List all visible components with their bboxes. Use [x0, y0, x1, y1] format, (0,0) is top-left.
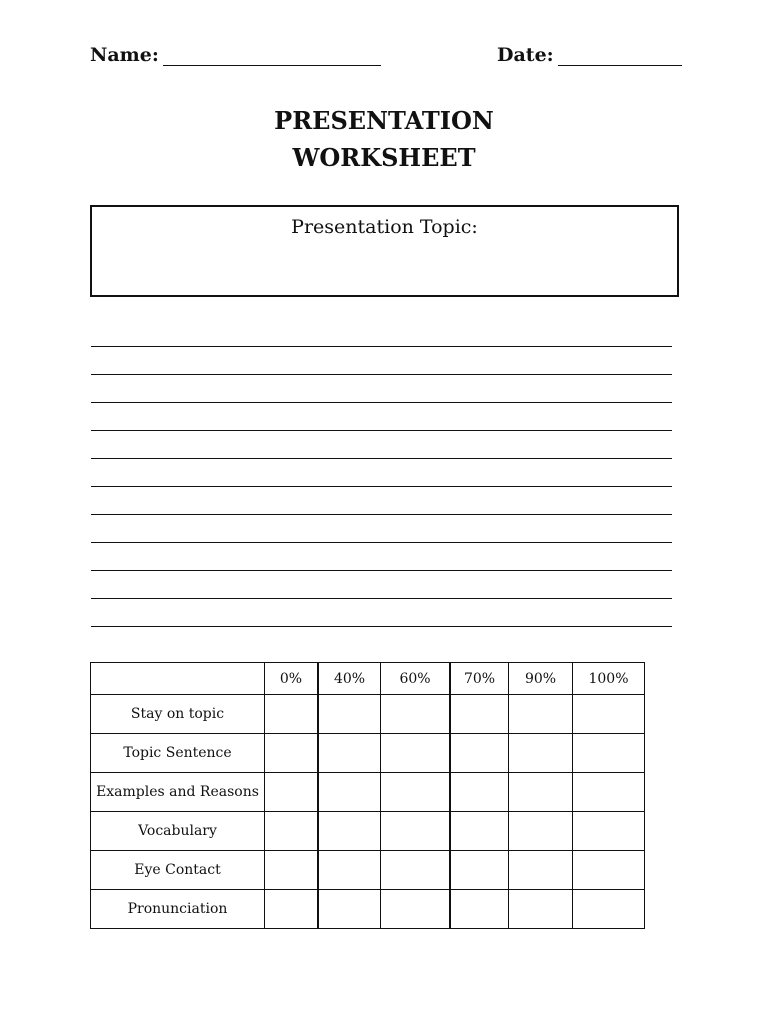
rubric-row [91, 773, 645, 812]
rubric-header-row [91, 663, 645, 695]
title-line-1: PRESENTATION [274, 106, 494, 135]
rubric-score-cell[interactable] [265, 812, 319, 851]
rubric-score-cell[interactable] [318, 851, 381, 890]
rubric-score-cell[interactable] [381, 851, 451, 890]
rubric-score-cell[interactable] [573, 812, 645, 851]
writing-line[interactable] [91, 514, 672, 542]
rubric-score-cell[interactable] [318, 734, 381, 773]
name-label: Name: [90, 44, 159, 66]
page-title [0, 102, 768, 176]
rubric-criterion: Vocabulary [91, 812, 265, 851]
rubric-score-cell[interactable] [318, 773, 381, 812]
rubric-column-header: 90% [509, 663, 573, 695]
writing-line[interactable] [91, 430, 672, 458]
rubric-row [91, 851, 645, 890]
rubric-score-cell[interactable] [381, 734, 451, 773]
writing-lines [91, 346, 672, 654]
rubric-corner-cell [91, 663, 265, 695]
presentation-topic-label: Presentation Topic: [291, 216, 478, 238]
rubric-table [90, 662, 645, 929]
date-field [497, 44, 682, 66]
date-blank-line[interactable] [558, 45, 682, 66]
writing-line[interactable] [91, 570, 672, 598]
rubric-score-cell[interactable] [509, 890, 573, 929]
rubric-score-cell[interactable] [265, 851, 319, 890]
rubric-criterion: Eye Contact [91, 851, 265, 890]
writing-line[interactable] [91, 402, 672, 430]
writing-line[interactable] [91, 346, 672, 374]
rubric-score-cell[interactable] [381, 812, 451, 851]
rubric-column-header: 100% [573, 663, 645, 695]
rubric-criterion: Examples and Reasons [91, 773, 265, 812]
rubric-score-cell[interactable] [450, 695, 509, 734]
rubric-score-cell[interactable] [573, 734, 645, 773]
rubric-score-cell[interactable] [265, 890, 319, 929]
rubric-score-cell[interactable] [381, 890, 451, 929]
rubric-score-cell[interactable] [573, 773, 645, 812]
header-row [90, 44, 674, 74]
rubric-row [91, 695, 645, 734]
writing-line[interactable] [91, 598, 672, 626]
rubric-row [91, 734, 645, 773]
rubric-score-cell[interactable] [509, 851, 573, 890]
date-label: Date: [497, 44, 554, 66]
rubric-score-cell[interactable] [450, 734, 509, 773]
rubric-column-header: 70% [450, 663, 509, 695]
rubric-score-cell[interactable] [318, 695, 381, 734]
rubric-score-cell[interactable] [509, 695, 573, 734]
writing-line[interactable] [91, 374, 672, 402]
rubric-score-cell[interactable] [573, 890, 645, 929]
writing-line[interactable] [91, 626, 672, 654]
rubric-score-cell[interactable] [450, 890, 509, 929]
rubric-score-cell[interactable] [265, 773, 319, 812]
writing-line[interactable] [91, 486, 672, 514]
rubric-criterion: Stay on topic [91, 695, 265, 734]
rubric-column-header: 40% [318, 663, 381, 695]
name-field [90, 44, 381, 66]
rubric-score-cell[interactable] [573, 851, 645, 890]
rubric-score-cell[interactable] [265, 695, 319, 734]
rubric-row [91, 812, 645, 851]
rubric-score-cell[interactable] [450, 851, 509, 890]
rubric-score-cell[interactable] [573, 695, 645, 734]
writing-line[interactable] [91, 542, 672, 570]
rubric-score-cell[interactable] [318, 812, 381, 851]
rubric-score-cell[interactable] [265, 734, 319, 773]
rubric-criterion: Topic Sentence [91, 734, 265, 773]
name-blank-line[interactable] [163, 45, 381, 66]
rubric-column-header: 0% [265, 663, 319, 695]
title-line-2: WORKSHEET [292, 143, 476, 172]
rubric-row [91, 890, 645, 929]
rubric-score-cell[interactable] [509, 734, 573, 773]
rubric-score-cell[interactable] [509, 812, 573, 851]
rubric-score-cell[interactable] [509, 773, 573, 812]
writing-line[interactable] [91, 458, 672, 486]
rubric-score-cell[interactable] [381, 773, 451, 812]
rubric-score-cell[interactable] [450, 812, 509, 851]
rubric-score-cell[interactable] [381, 695, 451, 734]
rubric-score-cell[interactable] [318, 890, 381, 929]
rubric-criterion: Pronunciation [91, 890, 265, 929]
presentation-topic-box[interactable] [90, 205, 679, 297]
rubric-column-header: 60% [381, 663, 451, 695]
rubric-score-cell[interactable] [450, 773, 509, 812]
